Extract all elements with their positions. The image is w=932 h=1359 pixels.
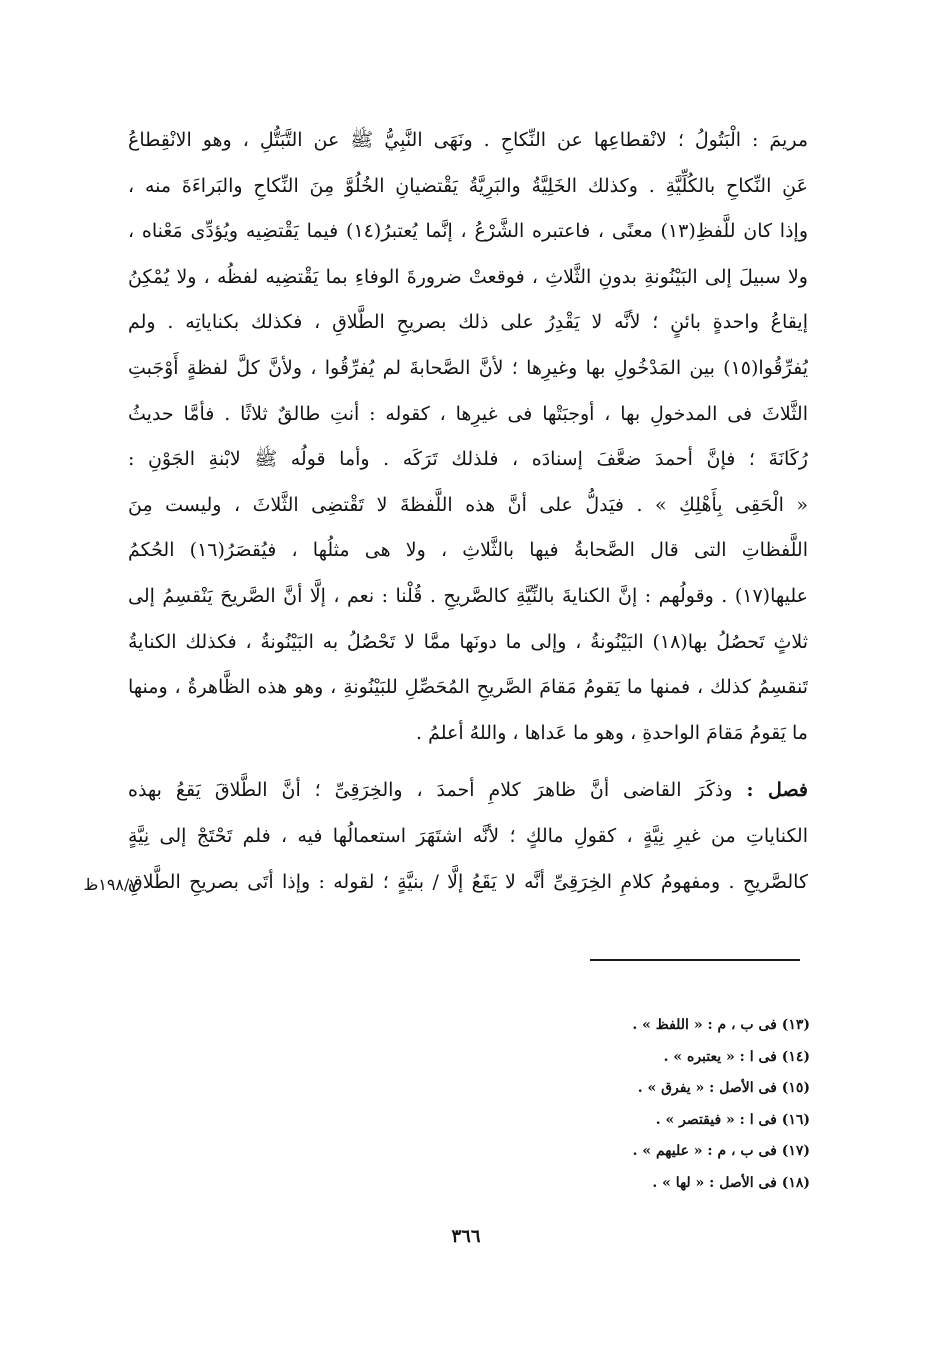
text-line: إيقاعُ واحدةٍ بائنٍ ؛ لأنَّه لا يَقْدِرُ على ذلك بصريحِ الطَّلاقِ ، فكذلك بكناياتِه . ولم [128, 311, 808, 334]
section-line-text: وذكَرَ القاضى أنَّ ظاهرَ كلامِ أحمدَ ، والخِرَقِىِّ ؛ أنَّ الطَّلاقَ يَقعُ بهذه [128, 779, 733, 802]
page-number: ٣٦٦ [451, 1226, 481, 1247]
text-line: ثلاثٍ تَحصُلُ بها(١٨) البَيْنُونةُ ، وإلى ما دونَها ممَّا لا تَحْصُلُ به البَيْنُونةُ ، فكذلك الكنايةُ [128, 630, 808, 653]
footnote-separator [590, 959, 800, 961]
footnote: (١٦) فى ا : « فيقتصر » . [655, 1111, 810, 1128]
footnote: (١٣) فى ب ، م : « اللفظ » . [632, 1017, 810, 1033]
footnote: (١٤) فى ا : « يعتبره » . [663, 1048, 810, 1065]
section-first-line [128, 768, 808, 814]
text-line: عليها(١٧) . وقولُهم : إنَّ الكنايةَ بالنِّيَّةِ كالصَّريحِ . قُلْنا : نعم ، إلَّا أنَّ الصَّريحَ يَنْقسِمُ إلى [128, 584, 808, 607]
paragraph-gap [128, 756, 808, 768]
section-heading: فصل : [746, 779, 808, 802]
text-line: وإذا كان للَّفظِ(١٣) معنًى ، فاعتبره الشَّرْعُ ، إنَّما يُعتبرُ(١٤) فيما يَقْتضِيه ويُؤدِّى مَعْناه ، [128, 220, 808, 243]
text-line: مريمَ : الْبَتُولُ ؛ لانْقطاعِها عن النِّكاحِ . ونَهَى النَّبِيُّ ﷺ عن التَّبَتُّلِ ، وهو الانْقِطاعُ [128, 129, 808, 151]
text-line: كالصَّريحِ . ومفهومُ كلامِ الخِرَقِىِّ أنَّه لا يَقَعُ إلَّا / بنيَّةٍ ؛ لقوله : وإذا أتَى بصريحِ الطَّلاقِ [128, 870, 808, 893]
text-line: « الْحَقِى بِأَهْلِكِ » . فيَدلُّ على أنَّ هذه اللَّفظةَ لا تَقْتضِى الثَّلاثَ ، وليست مِنَ [128, 493, 808, 516]
text-line: تَنقسِمُ كذلك ، فمنها ما يَقومُ مَقامَ الصَّريحِ المُحَصِّلِ للبَيْنُونةِ ، وهو هذه الظَّاهرةُ ، ومنها [128, 676, 808, 699]
text-line: ما يَقومُ مَقامَ الواحدةِ ، وهو ما عَداها ، واللهُ أعلمُ . [415, 721, 808, 744]
main-text [128, 118, 808, 905]
text-line: اللَّفظاتِ التى قال الصَّحابةُ فيها بالثَّلاثِ ، ولا هى مثلُها ، فيُقصَرُ(١٦) الحُكمُ [128, 539, 808, 562]
footnote: (١٥) فى الأصل : « يفرق » . [637, 1080, 810, 1097]
margin-note: ١٩٨/٧ظ [83, 875, 138, 894]
text-line: ولا سبيلَ إلى البَيْنُونةِ بدونِ الثَّلاثِ ، فوقعتْ ضرورةَ الوفاءِ بما يَقْتضِيه لفظُه ، ولا يُمْكِنُ [128, 265, 808, 288]
footnotes [510, 1010, 810, 1200]
text-line: يُفرِّقُوا(١٥) بين المَدْخُولِ بها وغيرِها ؛ لأنَّ الصَّحابةَ لم يُفرِّقُوا ، ولأنَّ كلَّ لفظةٍ أَوْجَبتِ [128, 356, 808, 379]
text-line: عَنِ النِّكاحِ بالكُلِّيَّةِ . وكذلك الخَلِيَّةُ والبَرِيَّةُ يَقْتضيانِ الخُلُوَّ مِنَ النِّكاحِ والبَراءَةَ منه ، [128, 174, 808, 197]
text-line: الكناياتِ من غيرِ نِيَّةٍ ، كقولِ مالكٍ ؛ لأنَّه اشتَهَرَ استعمالُها فيه ، فلم تَحْتَجْ إلى نِيَّةٍ [128, 824, 808, 847]
footnote: (١٨) فى الأصل : « لها » . [652, 1174, 810, 1191]
footnote: (١٧) فى ب ، م : « عليهم » . [632, 1143, 810, 1160]
text-line: رُكَانَةَ ؛ فإنَّ أحمدَ ضعَّفَ إسنادَه ، فلذلك تَرَكَه . وأما قولُه ﷺ لابْنةِ الجَوْنِ : [128, 448, 808, 471]
text-line: الثَّلاثَ فى المدخولِ بها ، أوجبَتْها فى غيرِها ، كقوله : أنتِ طالقٌ ثلاثًا . فأمَّا حديثُ [128, 402, 808, 425]
